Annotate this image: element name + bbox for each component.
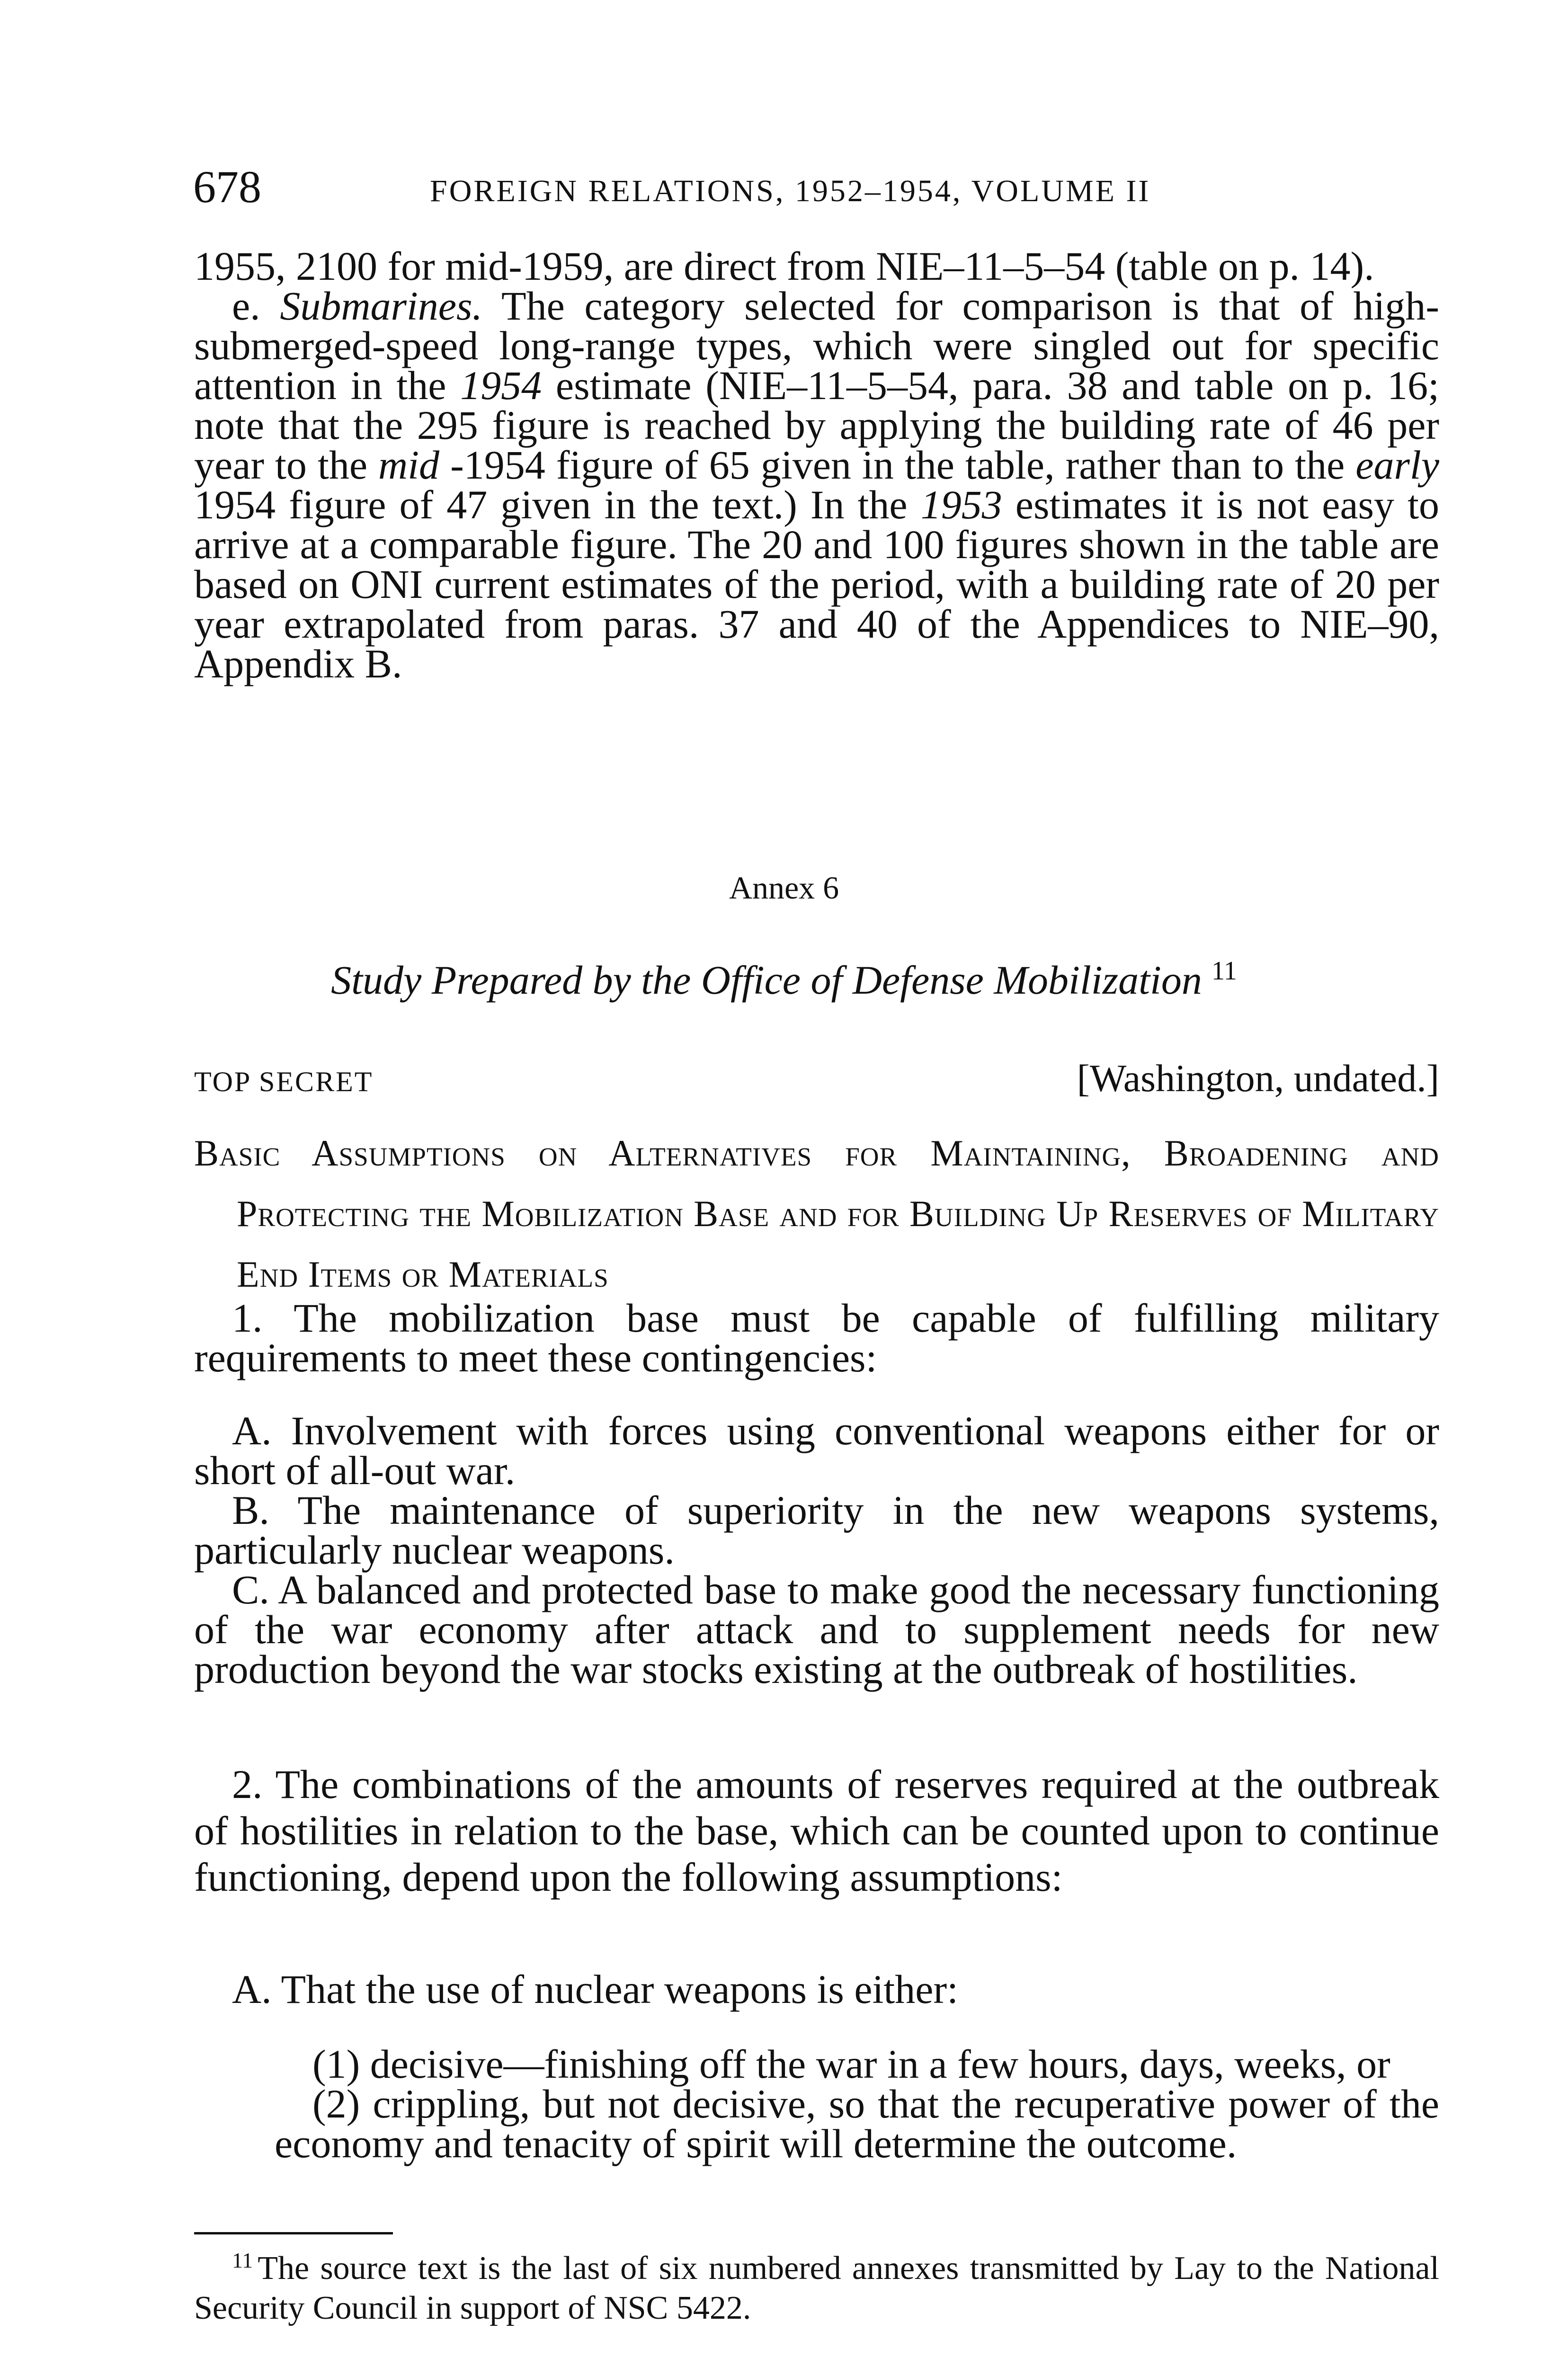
body-para-1-items	[194, 1408, 1439, 1692]
footnote-number: 11	[232, 2248, 253, 2272]
body-para-2a	[194, 1967, 1439, 2012]
text-run: estimates it is not easy to arrive at a comparable figure. The 20 and 100 figures shown in the table are based on ONI current estimates of the period, with a building rate of 20 per year extrapolated from paras. 37 and 40 of the Appendices to NIE–90, Appendix B.	[194, 482, 1439, 686]
paragraph: 1. The mobilization base must be capable of fulfilling military requirements to meet these contingencies:	[194, 1295, 1439, 1380]
body-para-2	[194, 1761, 1439, 1900]
list-item: A. Involvement with forces using conventional weapons either for or short of all-out war.	[194, 1408, 1439, 1493]
continuation-text	[194, 243, 1440, 686]
text-run: estimate (NIE–11–5–54, para. 38 and table on p. 16; note that the 295 figure is reached by applying the building rate of 46 per year to the	[194, 363, 1440, 488]
body-para-1	[194, 1295, 1439, 1380]
item-label: e.	[232, 283, 280, 329]
submarines-paragraph	[194, 283, 1440, 686]
running-head	[193, 161, 1443, 213]
list-item: A. That the use of nuclear weapons is either:	[232, 1967, 958, 2012]
document-title	[0, 956, 1568, 1004]
text-run: 1954 figure of 47 given in the text.) In the	[194, 482, 921, 527]
footnote	[194, 2249, 1439, 2328]
list-item: B. The maintenance of superiority in the new weapons systems, particularly nuclear weapons.	[194, 1487, 1439, 1573]
continuation-paragraph: 1955, 2100 for mid-1959, are direct from NIE–11–5–54 (table on p. 14).	[194, 243, 1374, 289]
list-item: C. A balanced and protected base to make good the necessary functioning of the war economy after attack and to supplement needs for new production beyond the war stocks existing at the outbreak of hostilities.	[194, 1567, 1439, 1692]
annex-label: Annex 6	[729, 870, 839, 906]
list-item: (2) crippling, but not decisive, so that the recuperative power of the economy and tenacity of spirit will determine the outcome.	[275, 2081, 1439, 2166]
place-date: [Washington, undated.]	[1077, 1057, 1439, 1100]
italic-year: 1954	[460, 363, 542, 408]
list-item: (1) decisive—finishing off the war in a few hours, days, weeks, or	[312, 2041, 1390, 2087]
footnote-divider	[194, 2232, 393, 2234]
item-label-italic: Submarines.	[280, 283, 482, 329]
italic-word: mid	[378, 442, 440, 488]
italic-word: early	[1355, 442, 1439, 488]
page-number: 678	[193, 161, 261, 212]
classification-marking: TOP SECRET	[194, 1066, 374, 1097]
body-para-2a-subitems	[275, 2041, 1439, 2166]
text-run: The category selected for comparison is that of high-submerged-speed long-range types, which were singled out for specific attention in the	[194, 283, 1440, 408]
italic-year: 1953	[920, 482, 1002, 527]
footnote-text: The source text is the last of six numbered annexes transmitted by Lay to the National Security Council in support of NSC 5422.	[194, 2250, 1439, 2326]
paragraph: 2. The combinations of the amounts of reserves required at the outbreak of hostilities in relation to the base, which can be counted upon to continue functioning, depend upon the following assumptions:	[194, 1762, 1439, 1900]
section-heading: Basic Assumptions on Alternatives for Maintaining, Broadening and Protecting the Mobilization Base and for Building Up Reserves of Military End Items or Materials	[194, 1132, 1439, 1295]
footnote-reference: 11	[1211, 956, 1237, 986]
text-run: -1954 figure of 65 given in the table, rather than to the	[439, 442, 1356, 488]
running-title: FOREIGN RELATIONS, 1952–1954, VOLUME II	[430, 174, 1151, 208]
document-title-text: Study Prepared by the Office of Defense Mobilization	[331, 957, 1202, 1003]
